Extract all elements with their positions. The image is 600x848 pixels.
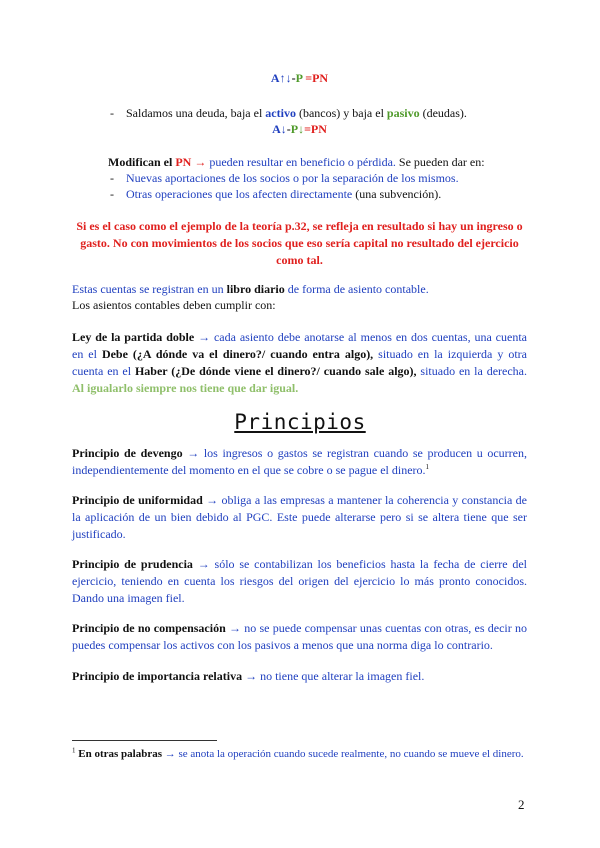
arrow-icon: → — [202, 493, 222, 507]
principio-uniformidad — [72, 492, 527, 543]
arrow-icon: → — [194, 330, 214, 344]
formula-minus: - — [286, 122, 291, 136]
libro-text: Estas cuentas se registran en un — [72, 282, 227, 296]
principio-prudencia — [72, 556, 527, 607]
section-heading: Principios — [234, 410, 366, 434]
arrow-icon: → — [225, 621, 245, 635]
partida-green-note: Al igualarlo siempre nos tiene que dar igual. — [72, 381, 299, 395]
bullet-saldamos — [110, 105, 526, 121]
partida-text: situado en la izquierda y otra cuenta en el — [72, 347, 527, 378]
modifican-line — [108, 154, 548, 171]
formula-top — [72, 70, 527, 87]
formula-pn: PN — [312, 71, 329, 85]
asientos-line: Los asientos contables deben cumplir con: — [72, 298, 276, 312]
libro-diario-term: libro diario — [226, 282, 285, 296]
haber-question: (¿De dónde viene el dinero?/ cuando sale algo), — [167, 364, 417, 378]
principio-title: Principio de devengo — [72, 446, 183, 460]
principio-text: sólo se contabilizan los beneficios hasta la fecha de cierre del ejercicio, teniendo en cuenta los riesgos del origen del ejercicio lo más pronto conocidos. Dando una imagen fiel. — [72, 557, 528, 605]
libro-line — [72, 281, 527, 298]
formula-arrows: ↑↓ — [279, 71, 292, 85]
formula-eq: = — [302, 71, 313, 85]
debe-term: Debe — [101, 347, 128, 361]
formula-second — [72, 121, 527, 138]
libro-text: de forma de asiento contable. — [284, 282, 429, 296]
partida-doble-paragraph — [72, 329, 527, 397]
pn-term: PN — [175, 155, 192, 169]
pasivo-term: pasivo — [386, 106, 420, 120]
modif-item-1 — [110, 170, 526, 186]
partida-title: Ley de la partida doble — [72, 330, 195, 344]
formula-arrow: ↓ — [280, 122, 287, 136]
formula-a: A — [272, 122, 281, 136]
dash-marker: - — [110, 171, 114, 185]
formula-p: P — [295, 71, 303, 85]
item-text-extra: (una subvención). — [352, 187, 442, 201]
bullet-text: (deudas). — [419, 106, 467, 120]
modifican-lead: Modifican el — [108, 155, 176, 169]
formula-eq: = — [304, 122, 311, 136]
bullet-text: Saldamos una deuda, baja el — [126, 106, 266, 120]
principio-text: no tiene que alterar la imagen fiel. — [260, 669, 425, 683]
footnote-divider — [72, 740, 217, 741]
activo-term: activo — [265, 106, 296, 120]
modifican-text: pueden resultar en beneficio o pérdida. — [209, 155, 396, 169]
principio-title: Principio de importancia relativa — [72, 669, 243, 683]
principio-no-compensacion — [72, 620, 527, 654]
arrow-icon: → — [182, 446, 204, 460]
dash-marker: - — [110, 187, 114, 201]
footnote-ref[interactable]: 1 — [425, 463, 430, 471]
principio-text: los ingresos o gastos se registran cuando se producen u ocurren, independientemente del momento en el que se cobre o se pague el dinero. — [72, 446, 528, 477]
formula-pn: PN — [310, 122, 327, 136]
footnote — [72, 746, 527, 762]
footnote-text: se anota la operación cuando sucede realmente, no cuando se mueve el dinero. — [178, 748, 524, 760]
dash-marker: - — [110, 106, 114, 120]
principio-importancia-relativa — [72, 668, 527, 685]
partida-text: situado en la derecha. — [416, 364, 527, 378]
debe-question: (¿A dónde va el dinero?/ cuando entra algo), — [127, 347, 374, 361]
arrow-icon: → — [162, 748, 179, 760]
haber-term: Haber — [134, 364, 168, 378]
arrow-icon: → — [191, 155, 210, 169]
formula-arrow: ↓ — [298, 122, 305, 136]
principio-title: Principio de prudencia — [72, 557, 193, 571]
partida-text: cada asiento debe anotarse al menos en dos cuentas, una cuenta en el — [72, 330, 527, 361]
principio-title: Principio de no compensación — [72, 621, 226, 635]
arrow-icon: → — [192, 557, 215, 571]
item-text: Otras operaciones que los afecten directamente — [126, 187, 353, 201]
red-note: Si es el caso como el ejemplo de la teoría p.32, se refleja en resultado si hay un ingreso o gasto. No con movimientos de los socios que eso sería capital no resultado del ejercicio como tal. — [76, 219, 523, 267]
formula-minus: - — [291, 71, 296, 85]
formula-a: A — [270, 71, 280, 85]
principio-text: no se puede compensar unas cuentas con otras, es decir no puedes compensar los activos con los pasivos a menos que una norma diga lo contrario. — [72, 621, 527, 652]
modif-item-2 — [110, 186, 526, 202]
bullet-text: (bancos) y baja el — [295, 106, 387, 120]
footnote-bold: En otras palabras — [75, 748, 162, 760]
page-number: 2 — [518, 797, 525, 812]
formula-p: P — [290, 122, 299, 136]
principio-text: obliga a las empresas a mantener la coherencia y constancia de la aplicación de un bien debido al PGC. Este puede alterarse pero si se altera tiene que ser justificado. — [72, 493, 528, 541]
footnote-mark: 1 — [72, 746, 76, 755]
modifican-tail: Se pueden dar en: — [395, 155, 485, 169]
principio-devengo — [72, 445, 527, 479]
item-text: Nuevas aportaciones de los socios o por la separación de los mismos. — [126, 171, 459, 185]
arrow-icon: → — [242, 669, 261, 683]
principio-title: Principio de uniformidad — [72, 493, 203, 507]
